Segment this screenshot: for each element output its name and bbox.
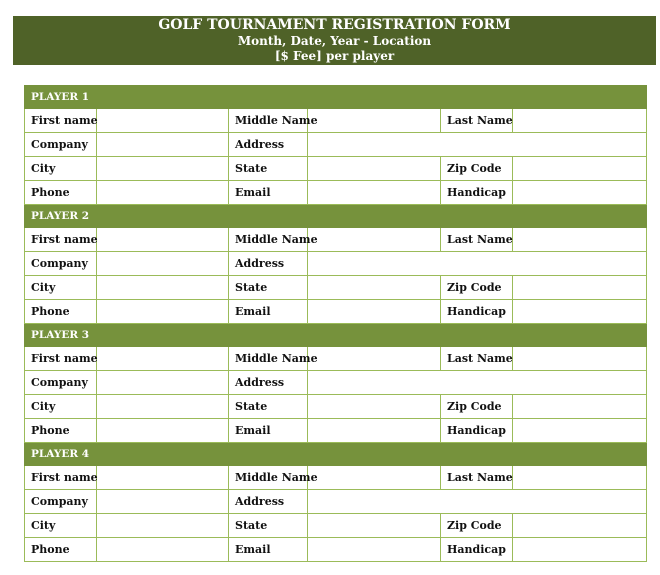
player-2-city-field[interactable] [97,276,229,300]
phone-label: Phone [25,419,97,443]
player-1-state-field[interactable] [308,157,441,181]
player-1-last-name-field[interactable] [513,109,647,133]
form-row [25,490,647,514]
player-2-company-field[interactable] [97,252,229,276]
player-1-handicap-field[interactable] [513,181,647,205]
player-2-handicap-field[interactable] [513,300,647,324]
address-label: Address [229,252,308,276]
form-row [25,300,647,324]
player-1-first-name-field[interactable] [97,109,229,133]
form-row [25,371,647,395]
player-2-section-header [25,205,647,228]
player-1-address-field[interactable] [308,133,647,157]
last-name-label: Last Name [441,228,513,252]
player-4-company-field[interactable] [97,490,229,514]
middle-name-label: Middle Name [229,466,308,490]
player-3-handicap-field[interactable] [513,419,647,443]
company-label: Company [25,490,97,514]
phone-label: Phone [25,181,97,205]
zip-code-label: Zip Code [441,395,513,419]
state-label: State [229,276,308,300]
player-4-zip-code-field[interactable] [513,514,647,538]
city-label: City [25,395,97,419]
email-label: Email [229,300,308,324]
player-1-section-header [25,86,647,109]
player-2-address-field[interactable] [308,252,647,276]
player-4-first-name-field[interactable] [97,466,229,490]
player-3-city-field[interactable] [97,395,229,419]
form-fee: [$ Fee] per player [274,49,395,63]
player-4-last-name-field[interactable] [513,466,647,490]
handicap-label: Handicap [441,538,513,562]
form-row [25,395,647,419]
form-row [25,538,647,562]
player-1-company-field[interactable] [97,133,229,157]
player-3-first-name-field[interactable] [97,347,229,371]
player-4-handicap-field[interactable] [513,538,647,562]
player-3-address-field[interactable] [308,371,647,395]
middle-name-label: Middle Name [229,228,308,252]
registration-table [24,85,647,562]
player-4-address-field[interactable] [308,490,647,514]
form-row [25,133,647,157]
player-2-first-name-field[interactable] [97,228,229,252]
player-1-city-field[interactable] [97,157,229,181]
first-name-label: First name [25,347,97,371]
player-1-middle-name-field[interactable] [308,109,441,133]
player-heading: PLAYER 4 [25,443,647,466]
player-2-last-name-field[interactable] [513,228,647,252]
zip-code-label: Zip Code [441,157,513,181]
form-row [25,276,647,300]
first-name-label: First name [25,466,97,490]
form-row [25,514,647,538]
form-row [25,228,647,252]
form-row [25,181,647,205]
player-1-phone-field[interactable] [97,181,229,205]
state-label: State [229,514,308,538]
handicap-label: Handicap [441,300,513,324]
player-4-city-field[interactable] [97,514,229,538]
handicap-label: Handicap [441,181,513,205]
form-row [25,347,647,371]
form-title: GOLF TOURNAMENT REGISTRATION FORM [158,17,511,33]
middle-name-label: Middle Name [229,347,308,371]
first-name-label: First name [25,109,97,133]
form-row [25,419,647,443]
player-3-state-field[interactable] [308,395,441,419]
email-label: Email [229,181,308,205]
form-row [25,252,647,276]
player-2-phone-field[interactable] [97,300,229,324]
zip-code-label: Zip Code [441,514,513,538]
player-heading: PLAYER 3 [25,324,647,347]
address-label: Address [229,133,308,157]
zip-code-label: Zip Code [441,276,513,300]
city-label: City [25,157,97,181]
city-label: City [25,514,97,538]
phone-label: Phone [25,538,97,562]
player-1-email-field[interactable] [308,181,441,205]
last-name-label: Last Name [441,466,513,490]
player-3-zip-code-field[interactable] [513,395,647,419]
player-4-section-header [25,443,647,466]
address-label: Address [229,490,308,514]
first-name-label: First name [25,228,97,252]
player-2-zip-code-field[interactable] [513,276,647,300]
form-row [25,466,647,490]
player-4-middle-name-field[interactable] [308,466,441,490]
player-heading: PLAYER 2 [25,205,647,228]
player-heading: PLAYER 1 [25,86,647,109]
form-row [25,109,647,133]
player-2-email-field[interactable] [308,300,441,324]
player-3-email-field[interactable] [308,419,441,443]
state-label: State [229,157,308,181]
form-row [25,157,647,181]
company-label: Company [25,371,97,395]
form-header [13,16,656,65]
player-4-email-field[interactable] [308,538,441,562]
player-3-phone-field[interactable] [97,419,229,443]
player-4-phone-field[interactable] [97,538,229,562]
player-2-state-field[interactable] [308,276,441,300]
player-3-company-field[interactable] [97,371,229,395]
middle-name-label: Middle Name [229,109,308,133]
email-label: Email [229,419,308,443]
player-2-middle-name-field[interactable] [308,228,441,252]
form-subtitle: Month, Date, Year - Location [237,34,432,48]
player-3-last-name-field[interactable] [513,347,647,371]
company-label: Company [25,252,97,276]
address-label: Address [229,371,308,395]
company-label: Company [25,133,97,157]
email-label: Email [229,538,308,562]
player-1-zip-code-field[interactable] [513,157,647,181]
player-3-middle-name-field[interactable] [308,347,441,371]
city-label: City [25,276,97,300]
phone-label: Phone [25,300,97,324]
state-label: State [229,395,308,419]
player-4-state-field[interactable] [308,514,441,538]
last-name-label: Last Name [441,347,513,371]
player-3-section-header [25,324,647,347]
handicap-label: Handicap [441,419,513,443]
last-name-label: Last Name [441,109,513,133]
